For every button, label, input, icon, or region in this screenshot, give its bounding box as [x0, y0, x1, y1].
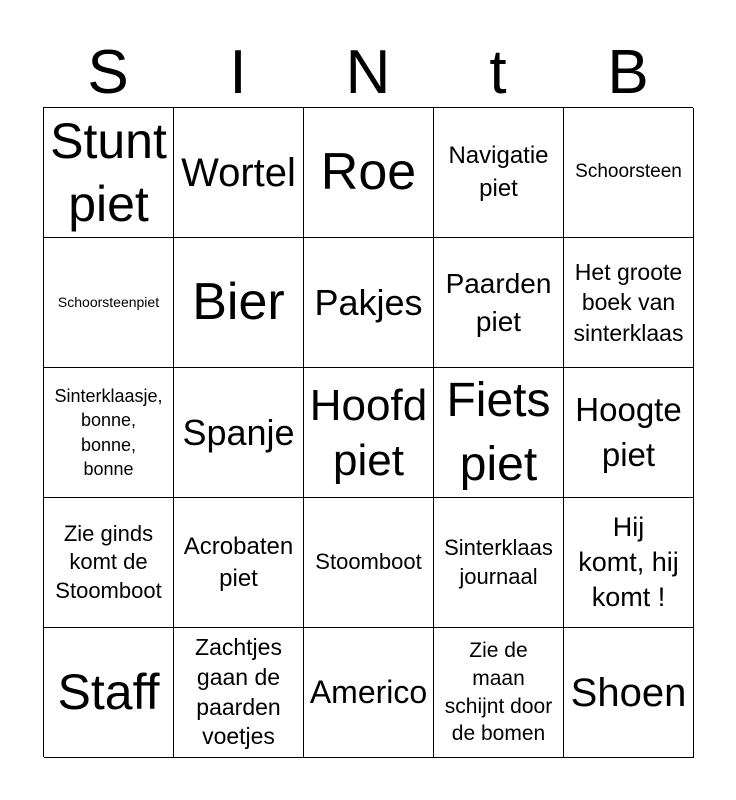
bingo-cell[interactable] [564, 498, 694, 628]
bingo-cell[interactable] [434, 368, 564, 498]
bingo-cell[interactable] [434, 628, 564, 758]
bingo-cell[interactable] [44, 108, 174, 238]
cell-text: Schoorsteen [575, 161, 682, 183]
bingo-cell[interactable] [564, 368, 694, 498]
cell-text: Fiets piet [446, 374, 551, 491]
cell-text: Sinterklaasje, bonne, bonne, bonne [54, 385, 163, 479]
cell-text: Stunt piet [50, 113, 167, 232]
cell-text: Het groote boek van sinterklaas [573, 258, 684, 346]
bingo-cell[interactable] [174, 108, 304, 238]
header-letter-5: B [607, 38, 649, 107]
cell-text: Schoorsteenpiet [57, 294, 160, 311]
bingo-cell[interactable] [44, 628, 174, 758]
cell-text: Bier [192, 272, 285, 331]
bingo-cell[interactable] [304, 108, 434, 238]
cell-text: Zie de maan schijnt door de bomen [444, 638, 553, 746]
bingo-cell[interactable] [564, 108, 694, 238]
cell-text: Sinterklaas journaal [444, 535, 553, 589]
bingo-cell[interactable] [44, 238, 174, 368]
header-letter-3: N [345, 38, 391, 107]
header-letter-1: S [87, 38, 129, 107]
bingo-cell[interactable] [564, 238, 694, 368]
bingo-header [43, 38, 693, 108]
bingo-cell[interactable] [304, 238, 434, 368]
bingo-cell[interactable] [304, 368, 434, 498]
cell-text: Pakjes [314, 281, 423, 323]
bingo-cell[interactable] [174, 628, 304, 758]
header-letter-4: t [489, 38, 507, 107]
cell-text: Roe [320, 142, 417, 201]
bingo-cell[interactable] [564, 628, 694, 758]
bingo-cell[interactable] [304, 498, 434, 628]
cell-text: Staff [57, 664, 160, 720]
cell-text: Paarden piet [445, 267, 552, 337]
cell-text: Shoen [570, 670, 687, 715]
cell-text: Stoomboot [315, 549, 422, 575]
cell-text: Americo [309, 673, 428, 710]
bingo-cell[interactable] [44, 498, 174, 628]
bingo-cell[interactable] [434, 108, 564, 238]
cell-text: Hij komt, hij komt ! [578, 511, 679, 613]
bingo-cell[interactable] [434, 238, 564, 368]
cell-text: Wortel [181, 150, 296, 195]
cell-text: Hoogte piet [575, 390, 682, 473]
bingo-grid [43, 107, 693, 757]
cell-text: Navigatie piet [448, 142, 549, 202]
cell-text: Zie ginds komt de Stoomboot [55, 521, 162, 603]
cell-text: Zachtjes gaan de paarden voetjes [195, 633, 282, 750]
bingo-cell[interactable] [174, 498, 304, 628]
cell-text: Spanje [182, 411, 295, 453]
bingo-cell[interactable] [304, 628, 434, 758]
bingo-cell[interactable] [434, 498, 564, 628]
bingo-cell[interactable] [44, 368, 174, 498]
bingo-cell[interactable] [174, 368, 304, 498]
bingo-cell[interactable] [174, 238, 304, 368]
header-letter-2: I [229, 38, 247, 107]
cell-text: Acrobaten piet [183, 533, 294, 592]
cell-text: Hoofd piet [309, 380, 428, 485]
